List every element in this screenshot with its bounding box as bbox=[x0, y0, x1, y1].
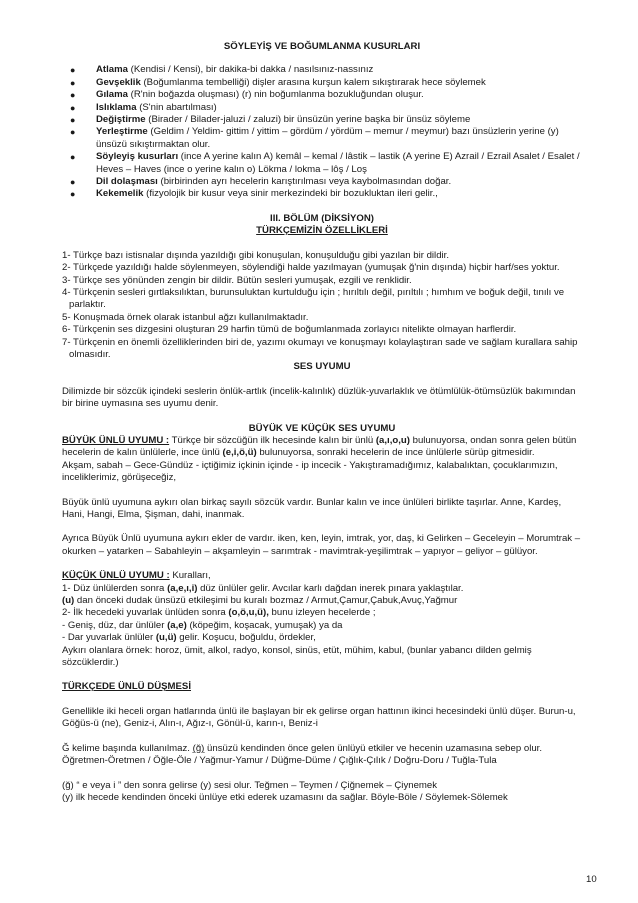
spacer bbox=[62, 485, 582, 497]
bullet-icon: ● bbox=[70, 127, 76, 138]
bullet-icon: ● bbox=[70, 152, 76, 163]
defect-desc: (Birader / Bilader-jaluzi / zaluzi) bir ünsüzün yerine başka bir ünsüz söyleme bbox=[145, 114, 471, 126]
defect-term: Söyleyiş kusurları bbox=[96, 151, 179, 163]
list-item bbox=[62, 114, 582, 126]
g-rule-1: Ğ kelime başında kullanılmaz. (ğ) ünsüzü kendinden önce gelen ünlüyü etkiler ve hecenin uzamasına sebep olur. Öğretmen-Öretmen / Öğle-Öle / Yağmur-Yamur / Düğme-Düme / Çığlık-Çılık / Doğru-Doru / Tuğla-Tula bbox=[62, 742, 542, 767]
defect-term: Atlama bbox=[96, 64, 128, 76]
defect-desc: (ince A yerine kalın A) kemâl – kemal / lâstik – lastik (A yerine E) Azrail / Ezrail Asalet / Esalet / Heves – Haves (ince o yerine kalın o) Lökma / lokma – lôş / Loş bbox=[96, 151, 580, 175]
spacer bbox=[62, 374, 582, 386]
section-title: III. BÖLÜM (DİKSİYON) bbox=[270, 212, 374, 224]
kucuk-rule-2b: - Dar yuvarlak ünlüler (u,ü) gelir. Koşucu, boğuldu, ördekler, bbox=[62, 632, 316, 644]
defect-term: Yerleştirme bbox=[96, 126, 148, 138]
list-item bbox=[62, 89, 582, 101]
kucuk-rule-2: 2- İlk hecedeki yuvarlak ünlüden sonra (o,ö,u,ü), bunu izleyen hecelerde ; bbox=[62, 607, 376, 619]
kucuk-heading: KÜÇÜK ÜNLÜ UYUMU : Kuralları, bbox=[62, 570, 211, 582]
bullet-icon: ● bbox=[70, 77, 76, 88]
defect-desc: (Boğumlanma tembelliği) dişler arasına kurşun kalem sıkıştırarak hece söylemek bbox=[140, 76, 486, 88]
buyuk-examples: Akşam, sabah – Gece-Gündüz - içtiğimiz içkinin içinde - ip incecik - Yakıştıramadığımız, kalabalıktan, çocuklarımızın, inceliklerimiz, görüşeceğiz, bbox=[62, 459, 558, 484]
bullet-icon: ● bbox=[70, 65, 76, 76]
defect-term: Gevşeklik bbox=[96, 76, 141, 88]
defect-desc: (Geldim / Yeldim- gittim / yittim – gördüm / yördüm – memur / meymur) bazı ünsüzlerin yerine (y) ünsüzü sıkıştırmaktan olur. bbox=[96, 126, 559, 150]
list-item: 7- Türkçenin en önemli özelliklerinden biri de, yazımı okumayı ve konuşmayı kolaylaştıran sade ve sağlam kurallara sahip olmasıdır. bbox=[62, 336, 578, 360]
defect-desc: (fizyolojik bir kusur veya sinir merkezindeki bir bozukluktan ileri gelir., bbox=[143, 188, 438, 200]
list-item bbox=[62, 188, 582, 200]
buyuk-suffixes: Ayrıca Büyük Ünlü uyumuna aykırı ekler de vardır. iken, ken, leyin, imtrak, yor, daş, ki Gelirken – Geceleyin – Morumtrak – okurken – yatarken – Sabahleyin – akşamleyin – sarımtrak - mavimtrak-yeşilimtrak – yapıyor – geliyor – gülüyor. bbox=[62, 533, 581, 557]
list-item: 3- Türkçe ses yönünden zengin bir dildir. Bütün sesleri yumuşak, ezgili ve renklidir. bbox=[62, 274, 412, 286]
defect-list bbox=[62, 64, 582, 200]
spacer bbox=[62, 521, 582, 533]
g-rule-2: (ğ) “ e veya i ” den sonra gelirse (y) sesi olur. Teğmen – Teymen / Çiğnemek – Çiynemek bbox=[62, 779, 438, 791]
kucuk-rule-2a: - Geniş, düz, dar ünlüler (a,e) (köpeğim, koşacak, yumuşak) ya da bbox=[62, 619, 343, 631]
spacer bbox=[62, 694, 582, 706]
buyuk-kucuk-title: BÜYÜK VE KÜÇÜK SES UYUMU bbox=[248, 422, 396, 434]
spacer bbox=[62, 768, 582, 780]
defect-desc: (Kendisi / Kensi), bir dakika-bi dakka / nasılsınız-nassınız bbox=[128, 64, 374, 76]
buyuk-unlu-paragraph: BÜYÜK ÜNLÜ UYUMU : Türkçe bir sözcüğün ilk hecesinde kalın bir ünlü (a,ı,o,u) bulunuyorsa, ondan sonra gelen bütün hecelerin de kalın ünlülerle, ince ünlü (e,i,ö,ü) bulunuyorsa, sonraki hecelerin de ince ünlülerle sürüp gitmesidir. bbox=[62, 434, 577, 459]
list-item: 4- Türkçenin sesleri gırtlaksılıktan, burunsuluktan kurtulduğu için ; hırıltılı değil, pırıltılı ; hımhım ve boğuk değil, tınılı ve parlaktır. bbox=[62, 286, 565, 311]
bullet-icon: ● bbox=[70, 115, 76, 126]
page-number: 10 bbox=[586, 874, 597, 885]
spacer bbox=[62, 731, 582, 743]
defect-desc: (S'nin abartılması) bbox=[136, 101, 217, 113]
list-item bbox=[62, 126, 582, 151]
list-item bbox=[62, 77, 582, 89]
list-item: 2- Türkçede yazıldığı halde söylenmeyen, söylendiği halde yazılmayan (yumuşak ğ'nin dışında) hiçbir harf/ses yoktur. bbox=[62, 262, 560, 274]
list-item bbox=[62, 151, 582, 176]
spacer bbox=[62, 201, 582, 213]
kucuk-rule-1: 1- Düz ünlülerden sonra (a,e,ı,i) düz ünlüler gelir. Avcılar karlı dağdan inerek pınara yaklaştılar. bbox=[62, 582, 464, 594]
spacer bbox=[62, 411, 582, 423]
defect-term: Kekemelik bbox=[96, 188, 144, 200]
page-content bbox=[62, 41, 582, 804]
bullet-icon: ● bbox=[70, 177, 76, 188]
dusme-text: Genellikle iki heceli organ hatlarında ünlü ile başlayan bir ek gelirse organ hattının ikinci hecesindeki ünlü düşer. Burun-u, Göğüs-ü (ne), Geniz-i, Alın-ı, Ağız-ı, Gönül-ü, karın-ı, Beniz-i bbox=[62, 705, 576, 730]
defect-term: Gılama bbox=[96, 89, 128, 101]
spacer bbox=[62, 558, 582, 570]
list-item bbox=[62, 102, 582, 114]
defect-term: Islıklama bbox=[96, 101, 137, 113]
defect-term: Dil dolaşması bbox=[96, 176, 158, 188]
bullet-icon: ● bbox=[70, 189, 76, 200]
list-item: 6- Türkçenin ses dizgesini oluşturan 29 harfin tümü de boğumlanmada zorlayıcı nitelikte olmayan harflerdir. bbox=[62, 324, 517, 336]
list-item: 1- Türkçe bazı istisnalar dışında yazıldığı gibi konuşulan, konuşulduğu gibi yazılan bir dildir. bbox=[62, 249, 449, 261]
y-rule: (y) ilk hecede kendinden önceki ünlüye etki ederek uzamasını da sağlar. Böyle-Böle / Söylemek-Sölemek bbox=[62, 791, 508, 803]
page-title: SÖYLEYİŞ VE BOĞUMLANMA KUSURLARI bbox=[223, 41, 421, 52]
dusme-title: TÜRKÇEDE ÜNLÜ DÜŞMESİ bbox=[62, 681, 191, 693]
ses-uyumu-title: SES UYUMU bbox=[293, 361, 351, 373]
defect-desc: (birbirinden ayrı hecelerin karıştırılması veya kaybolmasından doğar. bbox=[157, 176, 452, 188]
list-item: 5- Konuşmada örnek olarak istanbul ağzı kullanılmaktadır. bbox=[62, 311, 309, 323]
section-subtitle: TÜRKÇEMİZİN ÖZELLİKLERİ bbox=[256, 225, 388, 237]
buyuk-exceptions: Büyük ünlü uyumuna aykırı olan birkaç sayılı sözcük vardır. Bunlar kalın ve ince ünlüleri birlikte taşırlar. Anne, Kardeş, Hani, Hangi, Elma, Şişman, dahi, inanmak. bbox=[62, 496, 562, 520]
ses-uyumu-text: Dilimizde bir sözcük içindeki seslerin önlük-artlık (incelik-kalınlık) düzlük-yuvarlaklık ve ötümlülük-ötümsüzlük bakımından bir birine uymasına ses uyumu denir. bbox=[62, 385, 576, 410]
list-item bbox=[62, 176, 582, 188]
bullet-icon: ● bbox=[70, 90, 76, 101]
kucuk-exceptions: Aykırı olanlara örnek: horoz, ümit, alkol, radyo, konsol, sinüs, etüt, mühim, kabul, (bunlar yabancı dilden gelmiş sözcüklerdir.) bbox=[62, 644, 532, 669]
list-item bbox=[62, 64, 582, 76]
bullet-icon: ● bbox=[70, 102, 76, 113]
kucuk-rule-1-note: (u) dan önceki dudak ünsüzü etkileşimi bu kuralı bozmaz / Armut,Çamur,Çabuk,Avuç,Yağmur bbox=[62, 595, 458, 607]
spacer bbox=[62, 238, 582, 250]
defect-desc: (R'nin boğazda oluşması) (r) nin boğumlanma bozukluğundan oluşur. bbox=[128, 89, 424, 101]
features-list bbox=[62, 250, 582, 362]
spacer bbox=[62, 669, 582, 681]
defect-term: Değiştirme bbox=[96, 114, 146, 126]
